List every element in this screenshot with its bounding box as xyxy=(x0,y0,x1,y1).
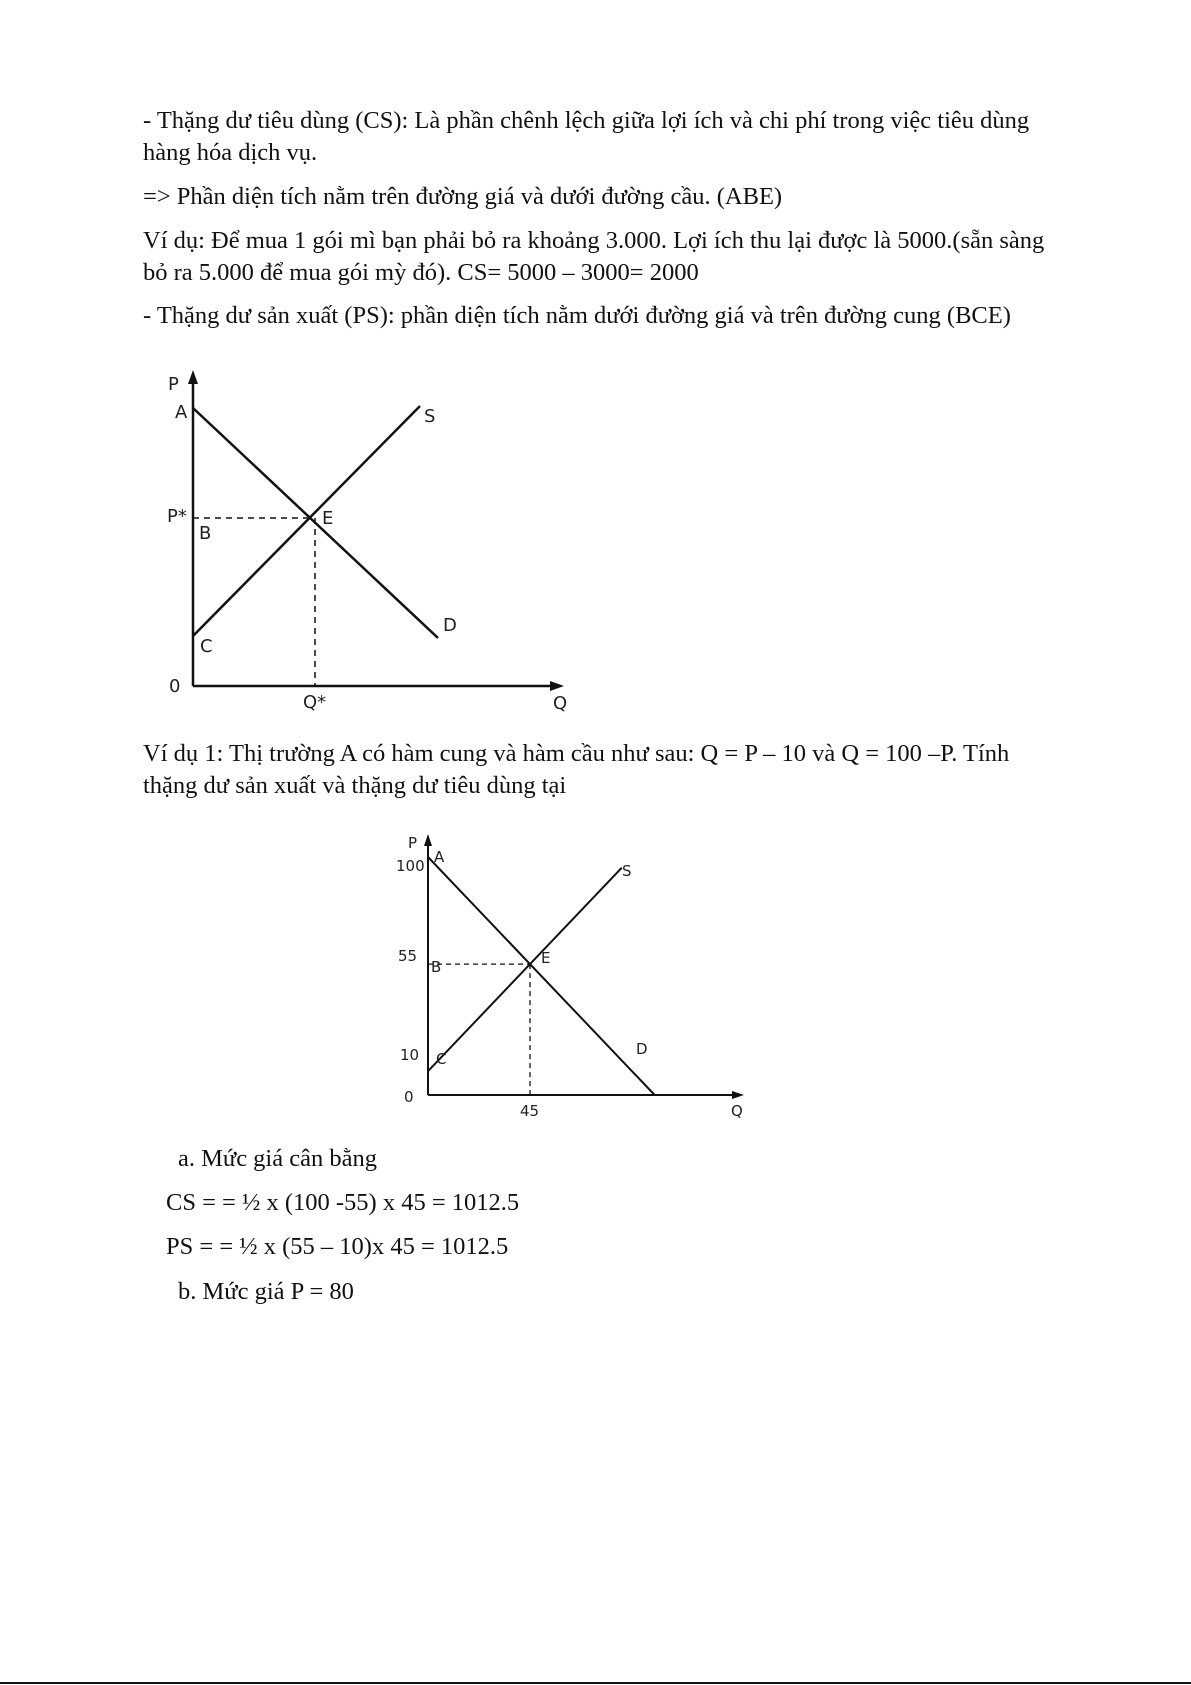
fig1-point-c: C xyxy=(200,636,213,657)
y-axis-arrow xyxy=(424,834,432,846)
example-1-statement: Ví dụ 1: Thị trường A có hàm cung và hàm cầu như sau: Q = P – 10 và Q = 100 –P. Tính thặng dư sản xuất và thặng dư tiêu dùng tại xyxy=(143,740,1010,799)
consumer-surplus-area: => Phần diện tích nằm trên đường giá và dưới đường cầu. (ABE) xyxy=(143,183,783,210)
fig1-x-axis-label: Q xyxy=(553,693,568,714)
fig2-y-tick-100: 100 xyxy=(396,857,425,875)
supply-curve xyxy=(428,868,622,1071)
producer-surplus-definition: - Thặng dư sản xuất (PS): phần diện tích nằm dưới đường giá và trên đường cung (BCE) xyxy=(143,302,1011,329)
consumer-surplus-definition: - Thặng dư tiêu dùng (CS): Là phần chênh lệch giữa lợi ích và chi phí trong việc tiêu dùng hàng hóa dịch vụ. xyxy=(143,107,1030,166)
fig2-origin: 0 xyxy=(404,1088,414,1106)
fig2-point-c: C xyxy=(436,1050,447,1068)
fig1-quantity-tick: Q* xyxy=(303,692,327,713)
x-axis-arrow xyxy=(732,1091,744,1099)
fig1-supply-label: S xyxy=(424,406,436,427)
fig1-y-axis-label: P xyxy=(168,374,179,395)
fig1-origin: 0 xyxy=(169,676,181,697)
ps-calculation: PS = = ½ x (55 – 10)x 45 = 1012.5 xyxy=(166,1233,509,1260)
fig2-y-axis-label: P xyxy=(408,834,418,852)
cs-calculation: CS = = ½ x (100 -55) x 45 = 1012.5 xyxy=(166,1189,520,1216)
fig1-price-tick: P* xyxy=(167,506,187,527)
fig1-demand-label: D xyxy=(443,615,457,636)
fig2-supply-label: S xyxy=(622,862,632,880)
fig2-point-e: E xyxy=(541,949,551,967)
fig2-y-tick-10: 10 xyxy=(400,1046,420,1064)
fig2-point-a: A xyxy=(434,848,445,866)
question-b: b. Mức giá P = 80 xyxy=(178,1278,354,1305)
demand-curve xyxy=(428,857,655,1095)
fig2-demand-label: D xyxy=(636,1040,648,1058)
fig1-point-b: B xyxy=(199,523,212,544)
fig2-x-axis-label: Q xyxy=(731,1102,743,1120)
page-bottom-rule xyxy=(0,1682,1191,1684)
fig1-point-a: A xyxy=(175,402,188,423)
consumer-surplus-example: Ví dụ: Để mua 1 gói mì bạn phải bỏ ra khoảng 3.000. Lợi ích thu lại được là 5000.(sẵn sàng bỏ ra 5.000 để mua gói mỳ đó). CS= 5000 – 3000= 2000 xyxy=(143,227,1045,286)
fig2-point-b: B xyxy=(431,958,442,976)
fig2-x-tick-45: 45 xyxy=(520,1102,540,1120)
question-a: a. Mức giá cân bằng xyxy=(178,1145,377,1172)
fig1-point-e: E xyxy=(322,508,334,529)
fig2-y-tick-55: 55 xyxy=(398,947,418,965)
